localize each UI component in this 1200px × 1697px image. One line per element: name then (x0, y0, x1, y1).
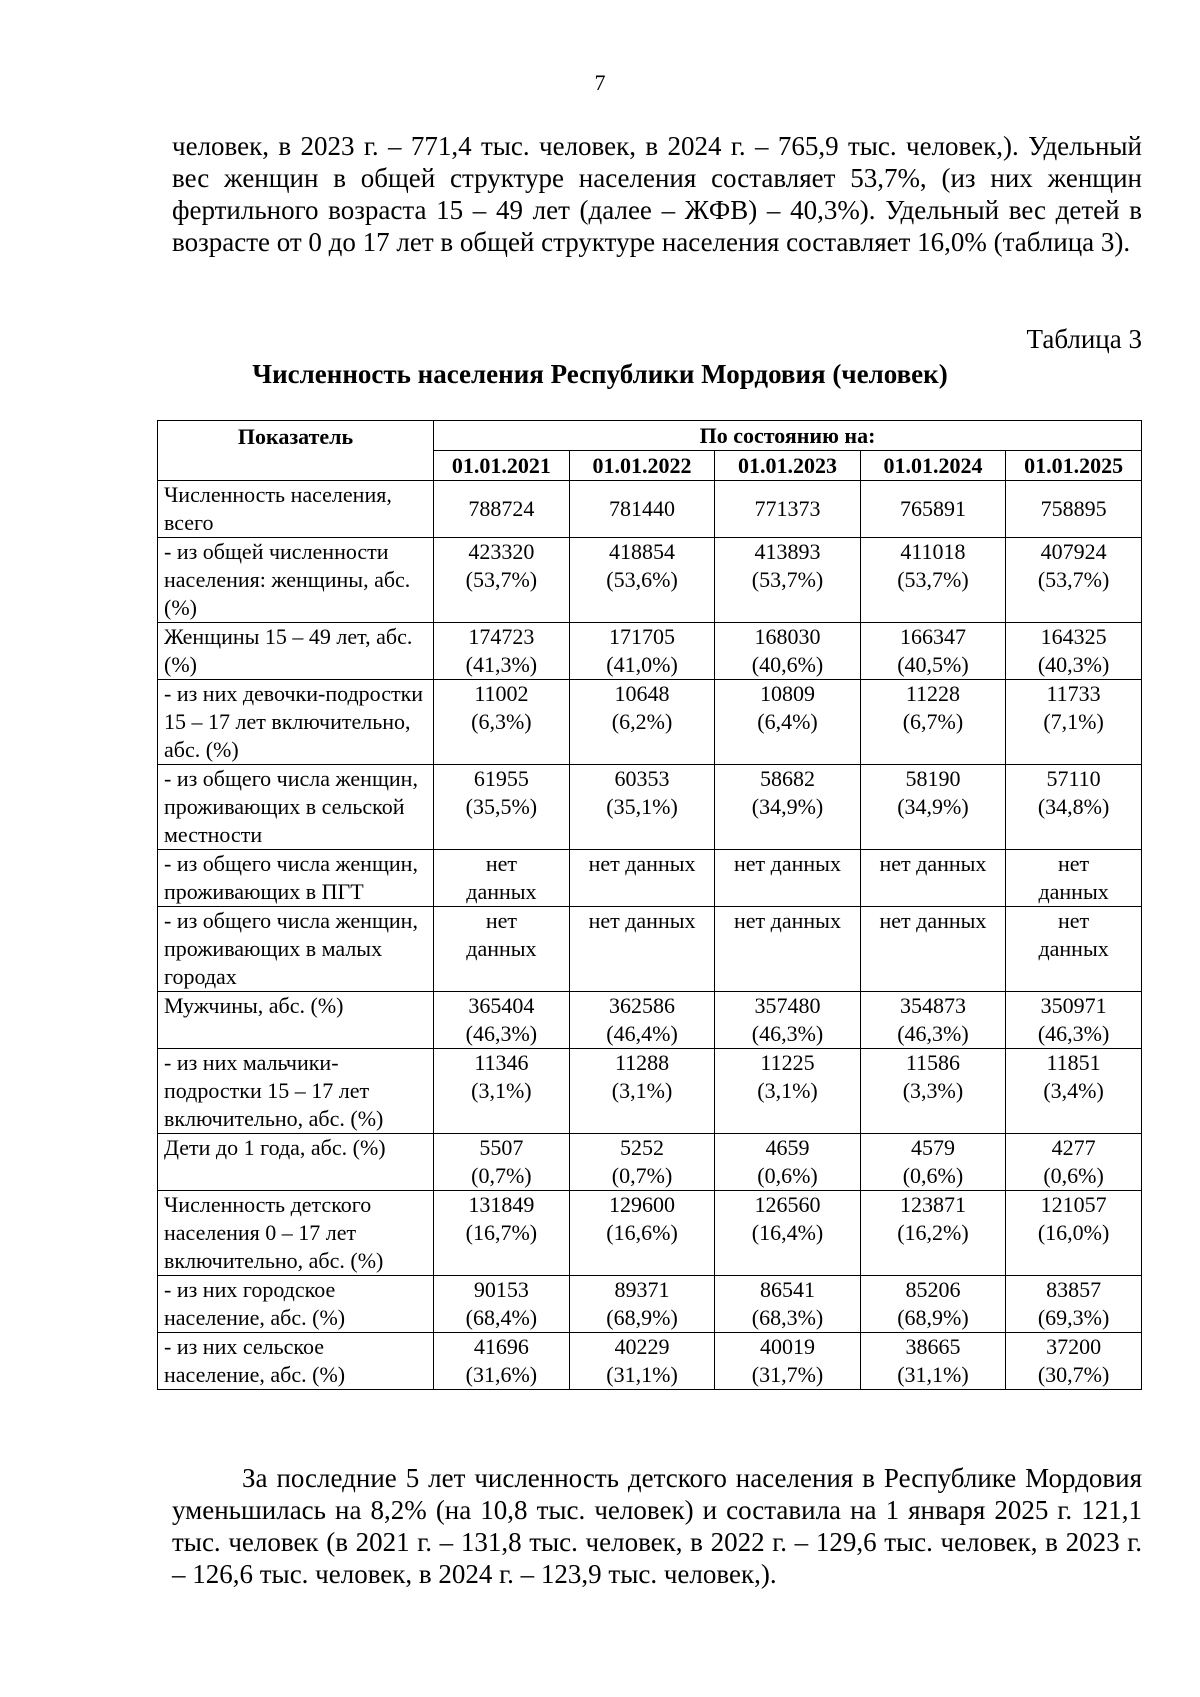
cell-line: 10648 (614, 681, 670, 706)
cell-line: (53,7%) (1037, 567, 1110, 592)
cell-line: (68,9%) (606, 1305, 678, 1330)
table-cell (1006, 680, 1142, 765)
table-cell (569, 680, 714, 765)
table-cell (569, 481, 714, 538)
table-cell (715, 850, 860, 907)
cell-line: 58190 (905, 766, 961, 791)
cell-line: (46,3%) (751, 1021, 824, 1046)
table-cell (715, 765, 860, 850)
cell-line: нет (1058, 851, 1090, 876)
table-cell (1006, 1333, 1142, 1390)
cell-line: 11851 (1046, 1050, 1101, 1075)
cell-line: 418854 (609, 539, 676, 564)
cell-line: 11225 (760, 1050, 815, 1075)
cell-line: (31,7%) (751, 1362, 824, 1387)
table-cell (860, 538, 1005, 623)
table-cell (434, 680, 570, 765)
table-cell (860, 992, 1005, 1049)
cell-line: (0,7%) (611, 1163, 673, 1188)
cell-line: 4277 (1051, 1135, 1096, 1160)
cell-line: 86541 (759, 1277, 815, 1302)
table-cell (715, 992, 860, 1049)
table-cell (715, 1049, 860, 1134)
cell-line: 5507 (479, 1135, 524, 1160)
row-label: - из общей численности населения: женщины, абс. (%) (158, 538, 434, 623)
cell-line: (16,7%) (465, 1220, 538, 1245)
cell-line: (46,4%) (606, 1021, 678, 1046)
cell-line: (30,7%) (1037, 1362, 1110, 1387)
table-cell (1006, 850, 1142, 907)
table-cell (434, 538, 570, 623)
cell-line: 164325 (1040, 624, 1107, 649)
cell-line: 765891 (899, 496, 966, 521)
header-date: 01.01.2022 (569, 451, 714, 481)
table-cell (569, 850, 714, 907)
cell-line: нет данных (734, 851, 841, 876)
table-cell (715, 1276, 860, 1333)
cell-line: (40,6%) (751, 652, 824, 677)
cell-line: 58682 (759, 766, 815, 791)
row-label: Женщины 15 – 49 лет, абс. (%) (158, 623, 434, 680)
table-cell (715, 907, 860, 992)
cell-line: 788724 (468, 496, 535, 521)
cell-line: 168030 (754, 624, 821, 649)
table-cell (715, 623, 860, 680)
table-cell (860, 1134, 1005, 1191)
cell-line: нет данных (879, 908, 987, 933)
header-group: По состоянию на: (434, 421, 1142, 451)
table-cell (1006, 623, 1142, 680)
cell-line: (31,1%) (897, 1362, 969, 1387)
table-cell (715, 1191, 860, 1276)
cell-line: данных (1038, 936, 1109, 961)
cell-line: (35,5%) (465, 794, 538, 819)
cell-line: 57110 (1046, 766, 1101, 791)
cell-line: данных (1038, 879, 1109, 904)
row-label: - из общего числа женщин, проживающих в ПГТ (158, 850, 434, 907)
table-cell (860, 850, 1005, 907)
table-cell (569, 992, 714, 1049)
cell-line: (16,0%) (1037, 1220, 1110, 1245)
cell-line: (53,7%) (751, 567, 824, 592)
cell-line: (68,4%) (465, 1305, 538, 1330)
header-date: 01.01.2021 (434, 451, 570, 481)
cell-line: (40,5%) (897, 652, 969, 677)
table-cell (1006, 765, 1142, 850)
table-row (158, 1134, 1142, 1191)
table-row (158, 765, 1142, 850)
population-table (157, 420, 1142, 1390)
cell-line: 41696 (473, 1334, 529, 1359)
cell-line: 423320 (468, 539, 535, 564)
cell-line: (53,7%) (897, 567, 969, 592)
cell-line: 11288 (614, 1050, 670, 1075)
table-cell (715, 1333, 860, 1390)
cell-line: (6,2%) (611, 709, 673, 734)
table-cell (1006, 1191, 1142, 1276)
header-indicator: Показатель (158, 421, 434, 481)
cell-line: нет данных (588, 851, 696, 876)
table-cell (569, 907, 714, 992)
header-date: 01.01.2024 (860, 451, 1005, 481)
table-body (158, 481, 1142, 1390)
cell-line: (3,1%) (611, 1078, 673, 1103)
table-cell (1006, 907, 1142, 992)
cell-line: (35,1%) (606, 794, 678, 819)
table-cell (1006, 1049, 1142, 1134)
cell-line: (6,7%) (902, 709, 964, 734)
cell-line: 11002 (474, 681, 529, 706)
table-cell (1006, 538, 1142, 623)
cell-line: (34,9%) (751, 794, 824, 819)
cell-line: (68,3%) (751, 1305, 824, 1330)
cell-line: 131849 (468, 1192, 535, 1217)
table-cell (1006, 1276, 1142, 1333)
table-row (158, 538, 1142, 623)
cell-line: (16,4%) (751, 1220, 824, 1245)
table-cell (1006, 1134, 1142, 1191)
cell-line: (46,3%) (1037, 1021, 1110, 1046)
cell-line: (16,2%) (897, 1220, 969, 1245)
header-date: 01.01.2023 (715, 451, 860, 481)
cell-line: (0,7%) (471, 1163, 532, 1188)
cell-line: (41,3%) (465, 652, 538, 677)
table-cell (860, 1333, 1005, 1390)
cell-line: 350971 (1040, 993, 1107, 1018)
cell-line: (3,3%) (902, 1078, 964, 1103)
table-cell (860, 1276, 1005, 1333)
cell-line: нет данных (588, 908, 696, 933)
row-label: Численность населения, всего (158, 481, 434, 538)
table-row (158, 623, 1142, 680)
table-title: Численность населения Республики Мордовия (человек) (252, 359, 948, 389)
table-cell (860, 1049, 1005, 1134)
table-cell (569, 1333, 714, 1390)
cell-line: (0,6%) (1043, 1163, 1104, 1188)
table-cell (434, 765, 570, 850)
cell-line: 4659 (765, 1135, 810, 1160)
cell-line: (6,4%) (757, 709, 818, 734)
cell-line: нет (485, 851, 517, 876)
page-number: 7 (594, 70, 606, 95)
table-row (158, 1049, 1142, 1134)
cell-line: 771373 (754, 496, 821, 521)
row-label: - из них городское население, абс. (%) (158, 1276, 434, 1333)
table-cell (434, 1191, 570, 1276)
cell-line: 413893 (754, 539, 821, 564)
closing-paragraph: За последние 5 лет численность детского населения в Республике Мордовия уменьшилась на 8,2% (на 10,8 тыс. человек) и составила на 1 января 2025 г. 121,1 тыс. человек (в 2021 г. – 131,8 тыс. человек, в 2022 г. – 129,6 тыс. человек, в 2023 г. – 126,6 тыс. человек, в 2024 г. – 123,9 тыс. человек,). (172, 1463, 1142, 1589)
row-label: - из общего числа женщин, проживающих в малых городах (158, 907, 434, 992)
table-cell (715, 680, 860, 765)
cell-line: (69,3%) (1037, 1305, 1110, 1330)
table-cell (434, 850, 570, 907)
table-label: Таблица 3 (1026, 324, 1142, 354)
cell-line: 37200 (1046, 1334, 1102, 1359)
row-label: Мужчины, абс. (%) (158, 992, 434, 1049)
cell-line: (53,6%) (606, 567, 678, 592)
intro-paragraph: человек, в 2023 г. – 771,4 тыс. человек, в 2024 г. – 765,9 тыс. человек,). Удельный вес женщин в общей структуре населения составляет 53,7%, (из них женщин фертильного возраста 15 – 49 лет (далее – ЖФВ) – 40,3%). Удельный вес детей в возрасте от 0 до 17 лет в общей структуре населения составляет 16,0% (таблица 3). (172, 131, 1142, 257)
cell-line: 61955 (473, 766, 529, 791)
table-cell (434, 623, 570, 680)
table-cell (860, 907, 1005, 992)
cell-line: (7,1%) (1043, 709, 1104, 734)
cell-line: 166347 (899, 624, 966, 649)
cell-line: 411018 (900, 539, 966, 564)
cell-line: 40019 (759, 1334, 815, 1359)
table-row (158, 850, 1142, 907)
cell-line: 354873 (899, 993, 966, 1018)
table-row (158, 992, 1142, 1049)
table-cell (715, 538, 860, 623)
table-cell (434, 1134, 570, 1191)
cell-line: нет данных (734, 908, 841, 933)
cell-line: данных (466, 936, 537, 961)
table-header-row (158, 421, 1142, 451)
table-row (158, 907, 1142, 992)
table-row (158, 680, 1142, 765)
table-cell (715, 1134, 860, 1191)
cell-line: 11733 (1046, 681, 1101, 706)
cell-line: (40,3%) (1037, 652, 1110, 677)
cell-line: (53,7%) (465, 567, 538, 592)
cell-line: 11586 (905, 1050, 961, 1075)
table-cell (434, 1049, 570, 1134)
cell-line: 357480 (754, 993, 821, 1018)
cell-line: (3,1%) (757, 1078, 818, 1103)
cell-line: (31,6%) (465, 1362, 538, 1387)
table-row (158, 1191, 1142, 1276)
table-cell (569, 1276, 714, 1333)
table-cell (569, 1134, 714, 1191)
table-cell (434, 481, 570, 538)
table-cell (434, 907, 570, 992)
table-cell (1006, 481, 1142, 538)
table-cell (860, 765, 1005, 850)
row-label: - из них мальчики-подростки 15 – 17 лет включительно, абс. (%) (158, 1049, 434, 1134)
table-cell (569, 1049, 714, 1134)
table-cell (860, 1191, 1005, 1276)
row-label: Дети до 1 года, абс. (%) (158, 1134, 434, 1191)
row-label: - из общего числа женщин, проживающих в сельской местности (158, 765, 434, 850)
table-cell (715, 481, 860, 538)
table-cell (434, 1276, 570, 1333)
cell-line: (34,8%) (1037, 794, 1110, 819)
cell-line: 83857 (1046, 1277, 1102, 1302)
table-cell (569, 538, 714, 623)
cell-line: (16,6%) (606, 1220, 678, 1245)
cell-line: 129600 (609, 1192, 676, 1217)
cell-line: 38665 (905, 1334, 961, 1359)
cell-line: 90153 (473, 1277, 529, 1302)
row-label: - из них сельское население, абс. (%) (158, 1333, 434, 1390)
table-row (158, 481, 1142, 538)
cell-line: 174723 (468, 624, 535, 649)
cell-line: (41,0%) (606, 652, 678, 677)
table-cell (569, 623, 714, 680)
cell-line: 781440 (609, 496, 676, 521)
cell-line: 121057 (1040, 1192, 1107, 1217)
cell-line: нет данных (879, 851, 987, 876)
cell-line: 126560 (754, 1192, 821, 1217)
cell-line: (46,3%) (897, 1021, 969, 1046)
table-cell (434, 1333, 570, 1390)
cell-line: (3,1%) (471, 1078, 532, 1103)
cell-line: 362586 (609, 993, 676, 1018)
cell-line: нет (485, 908, 517, 933)
cell-line: 171705 (609, 624, 676, 649)
table-row (158, 1333, 1142, 1390)
cell-line: нет (1058, 908, 1090, 933)
cell-line: (6,3%) (471, 709, 532, 734)
header-date: 01.01.2025 (1006, 451, 1142, 481)
cell-line: 60353 (614, 766, 670, 791)
cell-line: (0,6%) (902, 1163, 964, 1188)
table-cell (860, 680, 1005, 765)
cell-line: 40229 (614, 1334, 670, 1359)
table-cell (860, 623, 1005, 680)
cell-line: (68,9%) (897, 1305, 969, 1330)
table-cell (569, 765, 714, 850)
cell-line: 85206 (905, 1277, 961, 1302)
table-cell (434, 992, 570, 1049)
cell-line: 89371 (614, 1277, 670, 1302)
table-cell (569, 1191, 714, 1276)
cell-line: 5252 (620, 1135, 665, 1160)
table-cell (860, 481, 1005, 538)
cell-line: 11228 (905, 681, 961, 706)
cell-line: (3,4%) (1043, 1078, 1104, 1103)
table-row (158, 1276, 1142, 1333)
cell-line: 758895 (1040, 496, 1107, 521)
cell-line: (34,9%) (897, 794, 969, 819)
row-label: Численность детского населения 0 – 17 лет включительно, абс. (%) (158, 1191, 434, 1276)
cell-line: (0,6%) (757, 1163, 818, 1188)
cell-line: (31,1%) (606, 1362, 678, 1387)
table-cell (1006, 992, 1142, 1049)
cell-line: (46,3%) (465, 1021, 538, 1046)
cell-line: 123871 (899, 1192, 966, 1217)
cell-line: 407924 (1040, 539, 1107, 564)
cell-line: данных (466, 879, 537, 904)
cell-line: 365404 (468, 993, 535, 1018)
row-label: - из них девочки-подростки 15 – 17 лет включительно, абс. (%) (158, 680, 434, 765)
cell-line: 11346 (474, 1050, 529, 1075)
cell-line: 10809 (759, 681, 815, 706)
cell-line: 4579 (910, 1135, 955, 1160)
